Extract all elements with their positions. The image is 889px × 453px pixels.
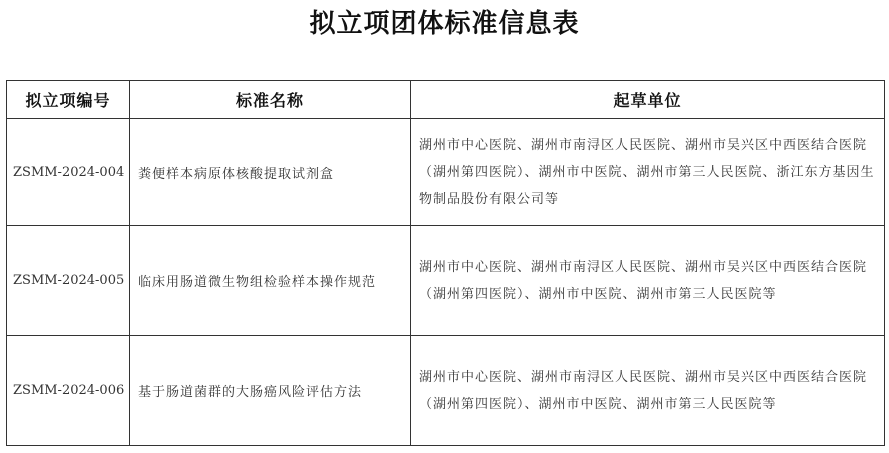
standards-table (6, 80, 885, 446)
table-header-row (7, 81, 885, 119)
cell-name: 临床用肠道微生物组检验样本操作规范 (130, 226, 411, 336)
header-code: 拟立项编号 (7, 81, 130, 119)
cell-org: 湖州市中心医院、湖州市南浔区人民医院、湖州市吴兴区中西医结合医院（湖州第四医院）、湖州市中医院、湖州市第三人民医院等 (411, 226, 885, 336)
cell-org: 湖州市中心医院、湖州市南浔区人民医院、湖州市吴兴区中西医结合医院（湖州第四医院）、湖州市中医院、湖州市第三人民医院等 (411, 336, 885, 446)
cell-code: ZSMM-2024-005 (7, 226, 130, 336)
table-row (7, 226, 885, 336)
cell-name: 粪便样本病原体核酸提取试剂盒 (130, 119, 411, 226)
page-title: 拟立项团体标准信息表 (309, 9, 580, 39)
header-name: 标准名称 (130, 81, 411, 119)
table-row (7, 336, 885, 446)
cell-code: ZSMM-2024-006 (7, 336, 130, 446)
table-row (7, 119, 885, 226)
cell-org: 湖州市中心医院、湖州市南浔区人民医院、湖州市吴兴区中西医结合医院（湖州第四医院）、湖州市中医院、湖州市第三人民医院、浙江东方基因生物制品股份有限公司等 (411, 119, 885, 226)
cell-code: ZSMM-2024-004 (7, 119, 130, 226)
cell-name: 基于肠道菌群的大肠癌风险评估方法 (130, 336, 411, 446)
header-org: 起草单位 (411, 81, 885, 119)
